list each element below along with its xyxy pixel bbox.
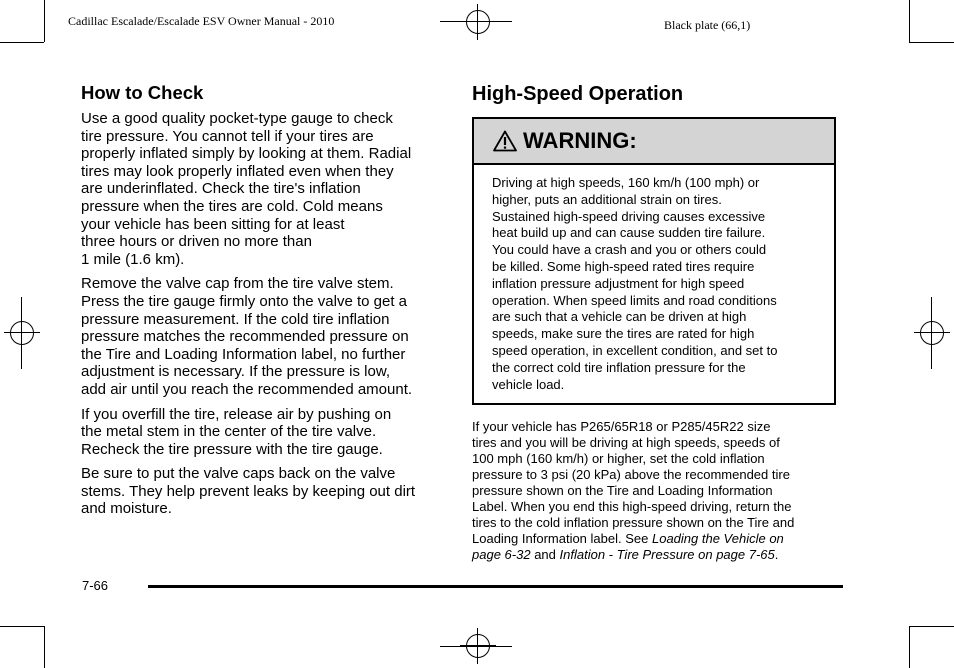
text-line: pressure to 3 psi (20 kPa) above the recommended tire (472, 467, 790, 483)
text-line: operation. When speed limits and road conditions (492, 292, 777, 308)
text-line: the correct cold tire inflation pressure for the (492, 359, 746, 375)
text-line: Remove the valve cap from the tire valve stem. (81, 275, 394, 293)
text-line: Label. When you end this high-speed driving, return the (472, 498, 792, 514)
crop-mark (440, 646, 512, 647)
text-line: pressure measurement. If the cold tire inflation (81, 310, 390, 328)
text-line: speeds, make sure the tires are rated for high (492, 326, 755, 342)
text-line: Be sure to put the valve caps back on the valve (81, 465, 396, 483)
text-line: 100 mph (160 km/h) or higher, set the cold inflation (472, 451, 765, 467)
warning-text (474, 165, 834, 403)
registration-mark-icon (4, 315, 40, 351)
text-line: You could have a crash and you or others could (492, 242, 767, 258)
text-line: pressure matches the recommended pressure on (81, 328, 409, 346)
registration-mark-icon (460, 4, 496, 40)
text-line: tires to the cold inflation pressure shown on the Tire and (472, 514, 795, 530)
text-line: add air until you reach the recommended amount. (81, 380, 413, 398)
manual-title: Cadillac Escalade/Escalade ESV Owner Manual - 2010 (68, 14, 335, 28)
crop-mark (21, 297, 22, 369)
crop-mark (44, 0, 45, 42)
warning-title: WARNING: (523, 128, 637, 153)
text-line: heat build up and can cause sudden tire failure. (492, 225, 766, 241)
text-line: higher, puts an additional strain on tires. (492, 191, 722, 207)
right-column (472, 82, 838, 563)
text-line: vehicle load. (492, 376, 565, 392)
paragraph (81, 275, 447, 398)
left-column (81, 82, 447, 525)
crop-mark (0, 42, 44, 43)
text-line: Loading Information label. See (472, 530, 649, 546)
text-line: inflation pressure adjustment for high speed (492, 275, 745, 291)
text-line: the Tire and Loading Information label, no further (81, 345, 406, 363)
text-line: be killed. Some high-speed rated tires require (492, 258, 755, 274)
text-line: tires and you will be driving at high speeds, speeds of (472, 435, 780, 451)
text-line: are underinflated. Check the tire's inflation (81, 180, 361, 198)
crop-mark (44, 626, 45, 668)
paragraph (81, 406, 447, 459)
registration-mark-icon (914, 315, 950, 351)
text-line: Press the tire gauge firmly onto the valve to get a (81, 292, 408, 310)
crop-mark (909, 42, 954, 43)
paragraph (81, 465, 447, 518)
text-line: speed operation, in excellent condition, and set to (492, 342, 778, 358)
text-line: If you overfill the tire, release air by pushing on (81, 405, 392, 423)
footer-rule (148, 585, 843, 588)
section-heading-how-to-check: How to Check (81, 82, 204, 103)
warning-header (474, 119, 834, 165)
text-line: are such that a vehicle can be driven at high (492, 309, 747, 325)
cross-reference-link[interactable]: Inflation - Tire Pressure on page 7-65 (559, 546, 775, 562)
paragraph: If your vehicle has P265/65R18 or P285/45R22 size tires and you will be driving at high speeds, speeds of 100 mph (160 km/h) or higher, set the cold inflation pressure to 3 psi (20 kPa) above the recommended tire pressure shown on the Tire and Loading Information Label. When you end this high-speed driving, return the tires to the cold inflation pressure shown on the Tire and Loading Information label. See Loading the Vehicle on page 6-32 and Inflation - Tire Pressure on page 7-65. (472, 419, 795, 562)
text-line: Driving at high speeds, 160 km/h (100 mph) or (492, 175, 760, 190)
text-line: tires may look properly inflated even when they (81, 162, 394, 180)
text-line: three hours or driven no more than (81, 233, 312, 251)
text-line: 1 mile (1.6 km). (81, 250, 185, 268)
text-line: adjustment is necessary. If the pressure is low, (81, 363, 391, 381)
text-line: properly inflated simply by looking at them. Radial (81, 145, 412, 163)
text-line: Recheck the tire pressure with the tire gauge. (81, 440, 383, 458)
warning-box (472, 117, 836, 405)
crop-mark (909, 626, 954, 627)
text-line: pressure when the tires are cold. Cold means (81, 197, 383, 215)
crop-mark (909, 626, 910, 668)
text-line: tire pressure. You cannot tell if your tires are (81, 127, 374, 145)
text-line: the metal stem in the center of the tire valve. (81, 423, 377, 441)
text-line: Sustained high-speed driving causes excessive (492, 208, 766, 224)
text-line: and moisture. (81, 500, 172, 518)
text-line: stems. They help prevent leaks by keeping out dirt (81, 482, 416, 500)
cross-reference-link[interactable]: Loading the Vehicle on page 6-32 (472, 530, 784, 562)
crop-mark (931, 297, 932, 369)
text-line: your vehicle has been sitting for at least (81, 215, 345, 233)
crop-mark (0, 626, 44, 627)
plate-label: Black plate (66,1) (664, 18, 751, 32)
crop-mark (440, 21, 512, 22)
warning-triangle-icon (493, 130, 517, 157)
text-line: Use a good quality pocket-type gauge to check (81, 110, 393, 127)
page-number: 7-66 (82, 578, 109, 593)
text-line: pressure shown on the Tire and Loading Information (472, 482, 773, 498)
section-heading-high-speed: High-Speed Operation (472, 83, 684, 105)
crop-mark (909, 0, 910, 42)
text-line: If your vehicle has P265/65R18 or P285/45R22 size (472, 419, 771, 435)
paragraph (81, 110, 447, 268)
